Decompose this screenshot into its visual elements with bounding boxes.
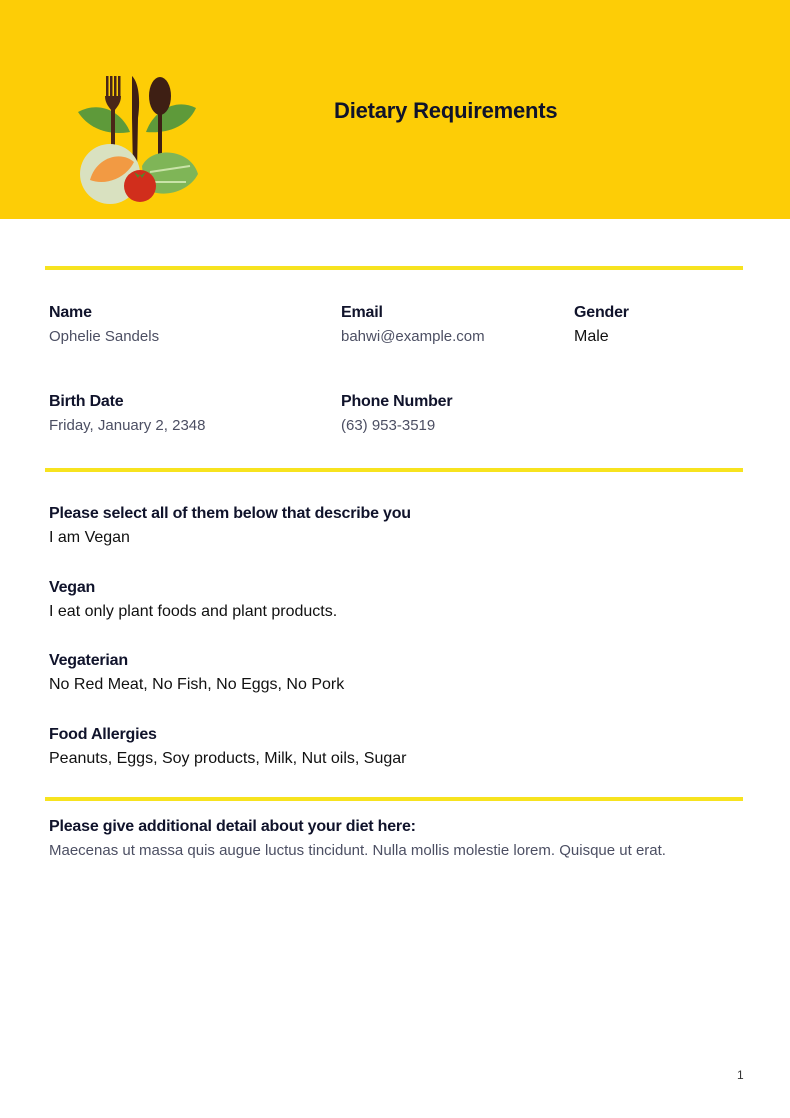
phone-label: Phone Number [341,393,453,410]
name-value: Ophelie Sandels [49,328,160,345]
describe-label: Please select all of them below that describe you [49,505,411,522]
section-divider [45,266,743,270]
name-field [49,303,159,347]
page-title: Dietary Requirements [334,98,558,123]
allergies-value: Peanuts, Eggs, Soy products, Milk, Nut oils, Sugar [49,750,407,767]
phone-field [341,392,452,436]
additional-detail-field [49,817,666,861]
section-divider [45,468,743,472]
allergies-label: Food Allergies [49,726,157,743]
phone-value: (63) 953-3519 [341,417,436,434]
birth-date-field [49,392,205,436]
birth-date-value: Friday, January 2, 2348 [49,417,206,434]
vegan-field [49,578,337,622]
section-divider [45,797,743,801]
gender-label: Gender [574,304,629,321]
email-value: bahwi@example.com [341,328,485,345]
describe-value: I am Vegan [49,529,130,546]
additional-detail-label: Please give additional detail about your diet here: [49,818,416,835]
gender-value: Male [574,328,609,345]
food-cutlery-icon [60,62,212,212]
page-number: 1 [737,1068,744,1082]
vegan-value: I eat only plant foods and plant products. [49,603,338,620]
vegetarian-field [49,651,344,695]
header-banner [0,0,790,219]
name-label: Name [49,304,92,321]
additional-detail-value: Maecenas ut massa quis augue luctus tincidunt. Nulla mollis molestie lorem. Quisque ut erat. [49,842,666,859]
describe-field [49,504,411,548]
vegan-label: Vegan [49,579,96,596]
birth-date-label: Birth Date [49,393,124,410]
gender-field [574,303,629,347]
vegetarian-value: No Red Meat, No Fish, No Eggs, No Pork [49,676,345,693]
email-label: Email [341,304,383,321]
vegetarian-label: Vegaterian [49,652,128,669]
email-field [341,303,485,347]
allergies-field [49,725,407,769]
